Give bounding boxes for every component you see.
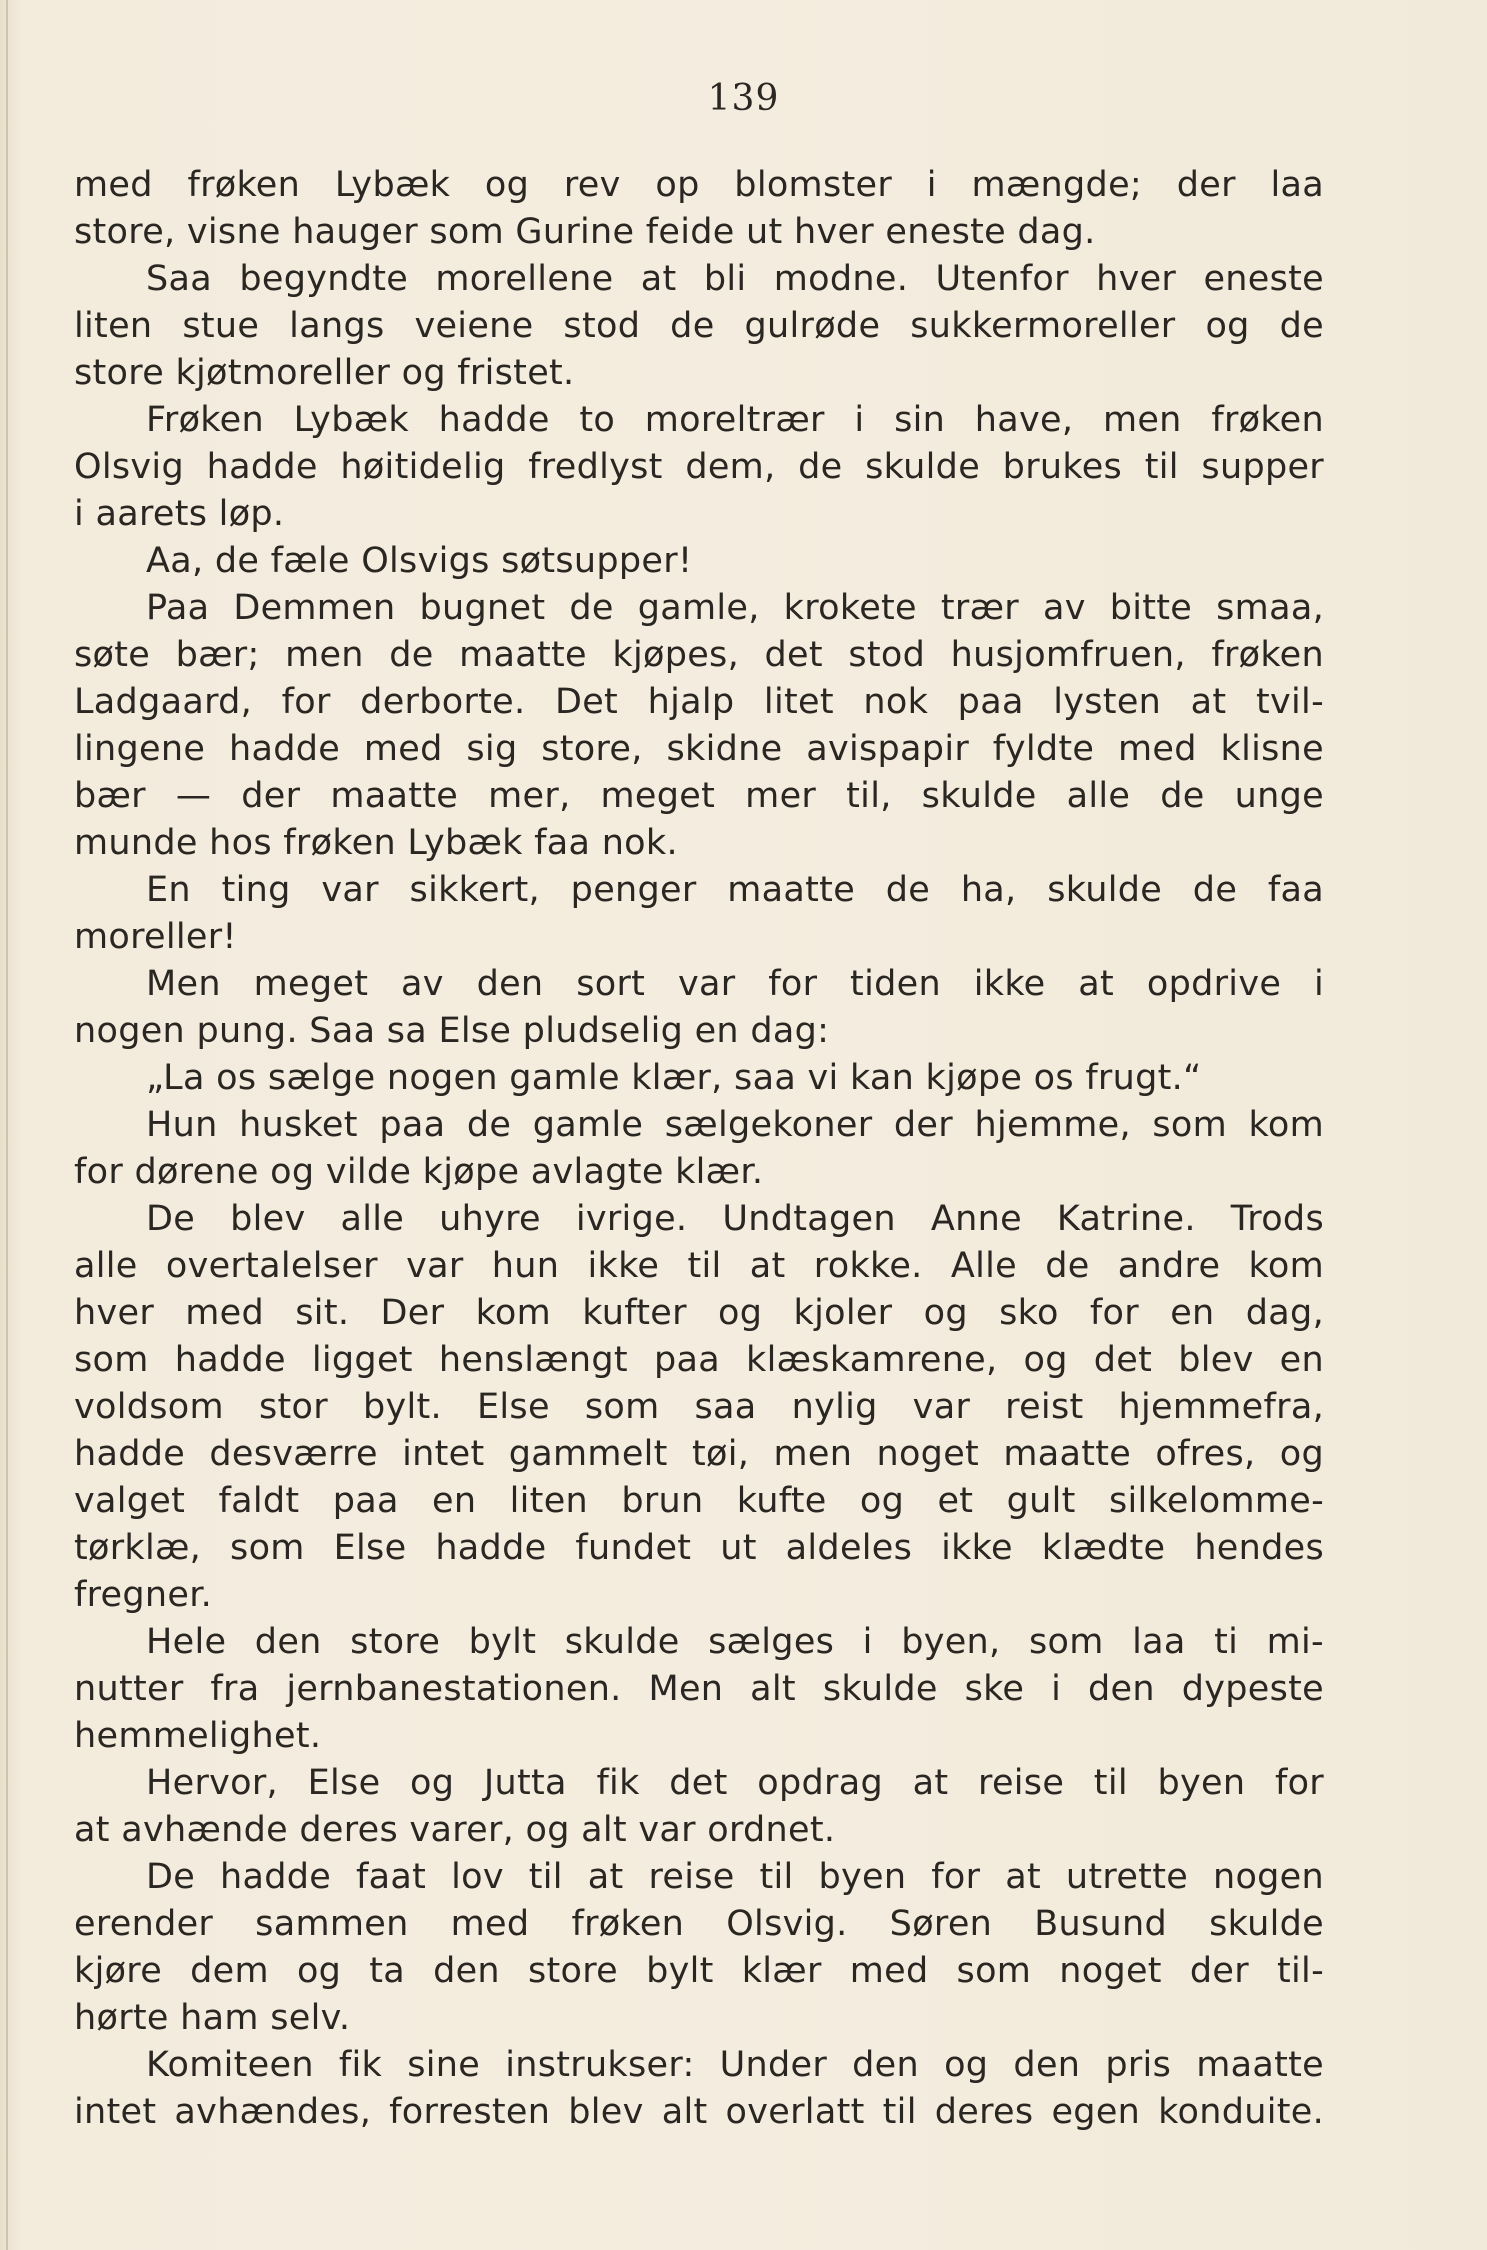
text-line: store, visne hauger som Gurine feide ut hver eneste dag.	[74, 212, 1096, 252]
text-line: hver med sit. Der kom kufter og kjoler og sko for en dag,	[74, 1293, 1324, 1333]
text-line: kjøre dem og ta den store bylt klær med som noget der til-	[74, 1951, 1324, 1991]
text-line: Aa, de fæle Olsvigs søtsupper!	[146, 541, 693, 581]
text-line: som hadde ligget henslængt paa klæskamrene, og det blev en	[74, 1340, 1324, 1380]
text-line: alle overtalelser var hun ikke til at rokke. Alle de andre kom	[74, 1246, 1324, 1286]
text-line: nogen pung. Saa sa Else pludselig en dag:	[74, 1011, 830, 1051]
text-line: Frøken Lybæk hadde to moreltrær i sin have, men frøken	[146, 400, 1324, 440]
text-line: lingene hadde med sig store, skidne avispapir fyldte med klisne	[74, 729, 1324, 769]
text-line: „La os sælge nogen gamle klær, saa vi kan kjøpe os frugt.“	[146, 1058, 1202, 1098]
text-line: søte bær; men de maatte kjøpes, det stod husjomfruen, frøken	[74, 635, 1324, 675]
text-line: munde hos frøken Lybæk faa nok.	[74, 823, 678, 863]
text-line: for dørene og vilde kjøpe avlagte klær.	[74, 1152, 764, 1192]
text-line: Hun husket paa de gamle sælgekoner der hjemme, som kom	[146, 1105, 1324, 1145]
text-line: moreller!	[74, 917, 237, 957]
body-text	[74, 162, 1324, 2136]
text-line: voldsom stor bylt. Else som saa nylig var reist hjemmefra,	[74, 1387, 1324, 1427]
text-line: Komiteen fik sine instrukser: Under den og den pris maatte	[146, 2045, 1324, 2085]
text-line: at avhænde deres varer, og alt var ordnet.	[74, 1810, 836, 1850]
text-line: tørklæ, som Else hadde fundet ut aldeles ikke klædte hendes	[74, 1528, 1324, 1568]
text-line: i aarets løp.	[74, 494, 285, 534]
text-line: med frøken Lybæk og rev op blomster i mængde; der laa	[74, 165, 1324, 205]
text-line: Saa begyndte morellene at bli modne. Utenfor hver eneste	[146, 259, 1324, 299]
page-number: 139	[707, 78, 780, 119]
text-line: intet avhændes, forresten blev alt overlatt til deres egen konduite.	[74, 2092, 1324, 2132]
text-line: Paa Demmen bugnet de gamle, krokete trær av bitte smaa,	[146, 588, 1324, 628]
text-line: Men meget av den sort var for tiden ikke at opdrive i	[146, 964, 1324, 1004]
text-line: valget faldt paa en liten brun kufte og et gult silkelomme-	[74, 1481, 1324, 1521]
text-line: nutter fra jernbanestationen. Men alt skulde ske i den dypeste	[74, 1669, 1324, 1709]
text-line: bær — der maatte mer, meget mer til, skulde alle de unge	[74, 776, 1324, 816]
text-line: Hervor, Else og Jutta fik det opdrag at reise til byen for	[146, 1763, 1324, 1803]
text-line: hadde desværre intet gammelt tøi, men noget maatte ofres, og	[74, 1434, 1324, 1474]
text-line: fregner.	[74, 1575, 213, 1615]
page-gutter-edge	[6, 0, 8, 2250]
text-line: hørte ham selv.	[74, 1998, 351, 2038]
text-line: Olsvig hadde høitidelig fredlyst dem, de skulde brukes til supper	[74, 447, 1324, 487]
text-line: Hele den store bylt skulde sælges i byen, som laa ti mi-	[146, 1622, 1324, 1662]
text-line: De blev alle uhyre ivrige. Undtagen Anne Katrine. Trods	[146, 1199, 1324, 1239]
text-line: liten stue langs veiene stod de gulrøde sukkermoreller og de	[74, 306, 1324, 346]
text-line: Ladgaard, for derborte. Det hjalp litet nok paa lysten at tvil-	[74, 682, 1324, 722]
text-line: hemmelighet.	[74, 1716, 322, 1756]
text-line: store kjøtmoreller og fristet.	[74, 353, 575, 393]
text-line: erender sammen med frøken Olsvig. Søren Busund skulde	[74, 1904, 1324, 1944]
text-line: En ting var sikkert, penger maatte de ha, skulde de faa	[146, 870, 1324, 910]
text-line: De hadde faat lov til at reise til byen for at utrette nogen	[146, 1857, 1324, 1897]
